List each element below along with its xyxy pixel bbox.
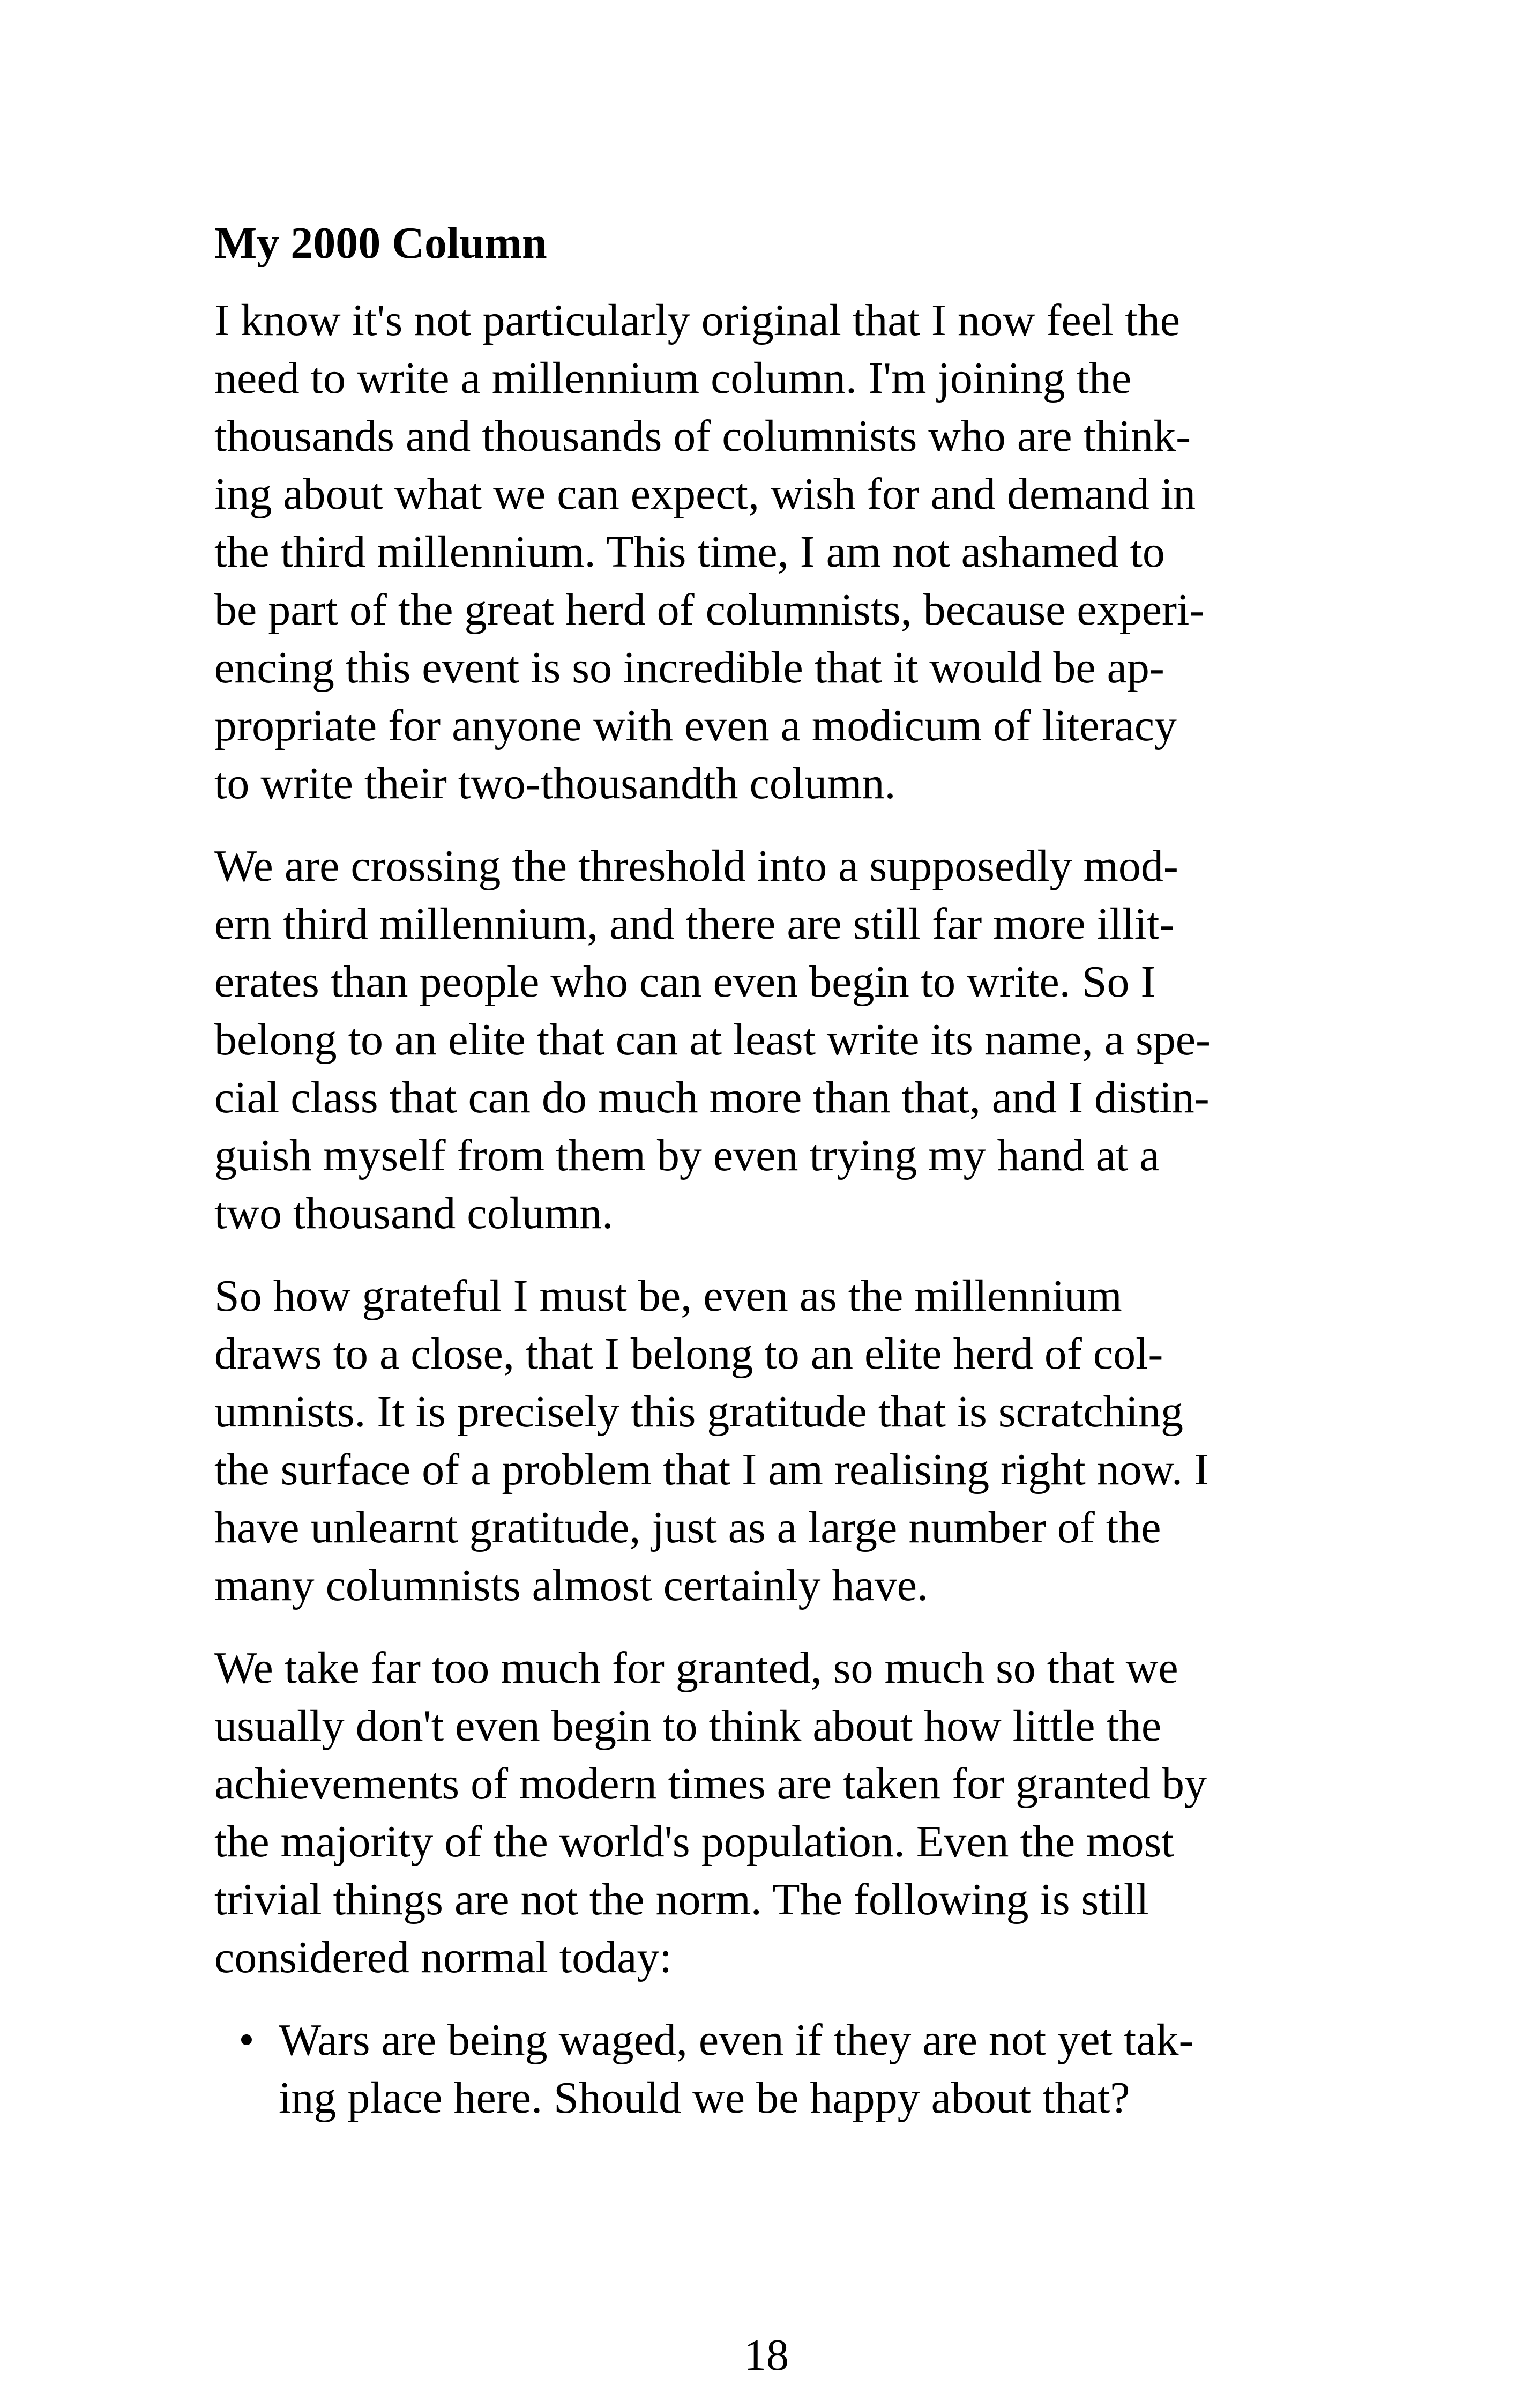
text-line: umnists. It is precisely this gratitude that is scratching	[214, 1387, 1184, 1437]
page-number: 18	[744, 2330, 789, 2380]
text-line: So how grateful I must be, even as the millennium	[214, 1271, 1122, 1321]
text-line: need to write a millennium column. I'm joining the	[214, 353, 1132, 403]
text-line: the third millennium. This time, I am not ashamed to	[214, 527, 1165, 577]
text-line: erates than people who can even begin to write. So I	[214, 957, 1156, 1007]
document-page	[214, 214, 1318, 2380]
text-line: guish myself from them by even trying my hand at a	[214, 1131, 1160, 1180]
text-line: cial class that can do much more than that, and I distin-	[214, 1073, 1210, 1123]
text-line: ing about what we can expect, wish for and demand in	[214, 469, 1196, 519]
paragraph-3	[214, 1267, 1318, 1615]
bullet-icon: •	[238, 2015, 255, 2065]
text-line: the surface of a problem that I am realising right now. I	[214, 1445, 1209, 1495]
text-line: We take far too much for granted, so much so that we	[214, 1643, 1178, 1693]
text-line: considered normal today:	[214, 1933, 672, 1982]
text-line: trivial things are not the norm. The following is still	[214, 1875, 1149, 1924]
text-line: propriate for anyone with even a modicum of literacy	[214, 701, 1177, 750]
paragraph-2	[214, 837, 1318, 1243]
bullet-list	[214, 2011, 1318, 2127]
text-line: two thousand column.	[214, 1188, 614, 1238]
text-line: usually don't even begin to think about how little the	[214, 1701, 1162, 1751]
list-item	[214, 2011, 1318, 2127]
text-line: We are crossing the threshold into a supposedly mod-	[214, 841, 1178, 891]
text-line: belong to an elite that can at least write its name, a spe-	[214, 1015, 1211, 1065]
text-line: achievements of modern times are taken for granted by	[214, 1759, 1207, 1809]
text-line: I know it's not particularly original that I now feel the	[214, 295, 1180, 345]
text-line: thousands and thousands of columnists who are think-	[214, 411, 1191, 461]
text-line: encing this event is so incredible that it would be ap-	[214, 643, 1164, 693]
paragraph-1	[214, 292, 1318, 813]
text-line: have unlearnt gratitude, just as a large number of the	[214, 1503, 1161, 1552]
text-line: many columnists almost certainly have.	[214, 1560, 929, 1610]
text-line: be part of the great herd of columnists, because experi-	[214, 585, 1205, 635]
text-line: Wars are being waged, even if they are not yet tak-	[279, 2015, 1194, 2065]
text-line: ern third millennium, and there are still far more illit-	[214, 899, 1175, 949]
section-heading: My 2000 Column	[214, 218, 547, 268]
text-line: ing place here. Should we be happy about that?	[279, 2073, 1130, 2123]
text-line: draws to a close, that I belong to an elite herd of col-	[214, 1329, 1163, 1379]
text-line: to write their two-thousandth column.	[214, 759, 896, 808]
text-line: the majority of the world's population. Even the most	[214, 1817, 1174, 1867]
paragraph-4	[214, 1639, 1318, 1987]
